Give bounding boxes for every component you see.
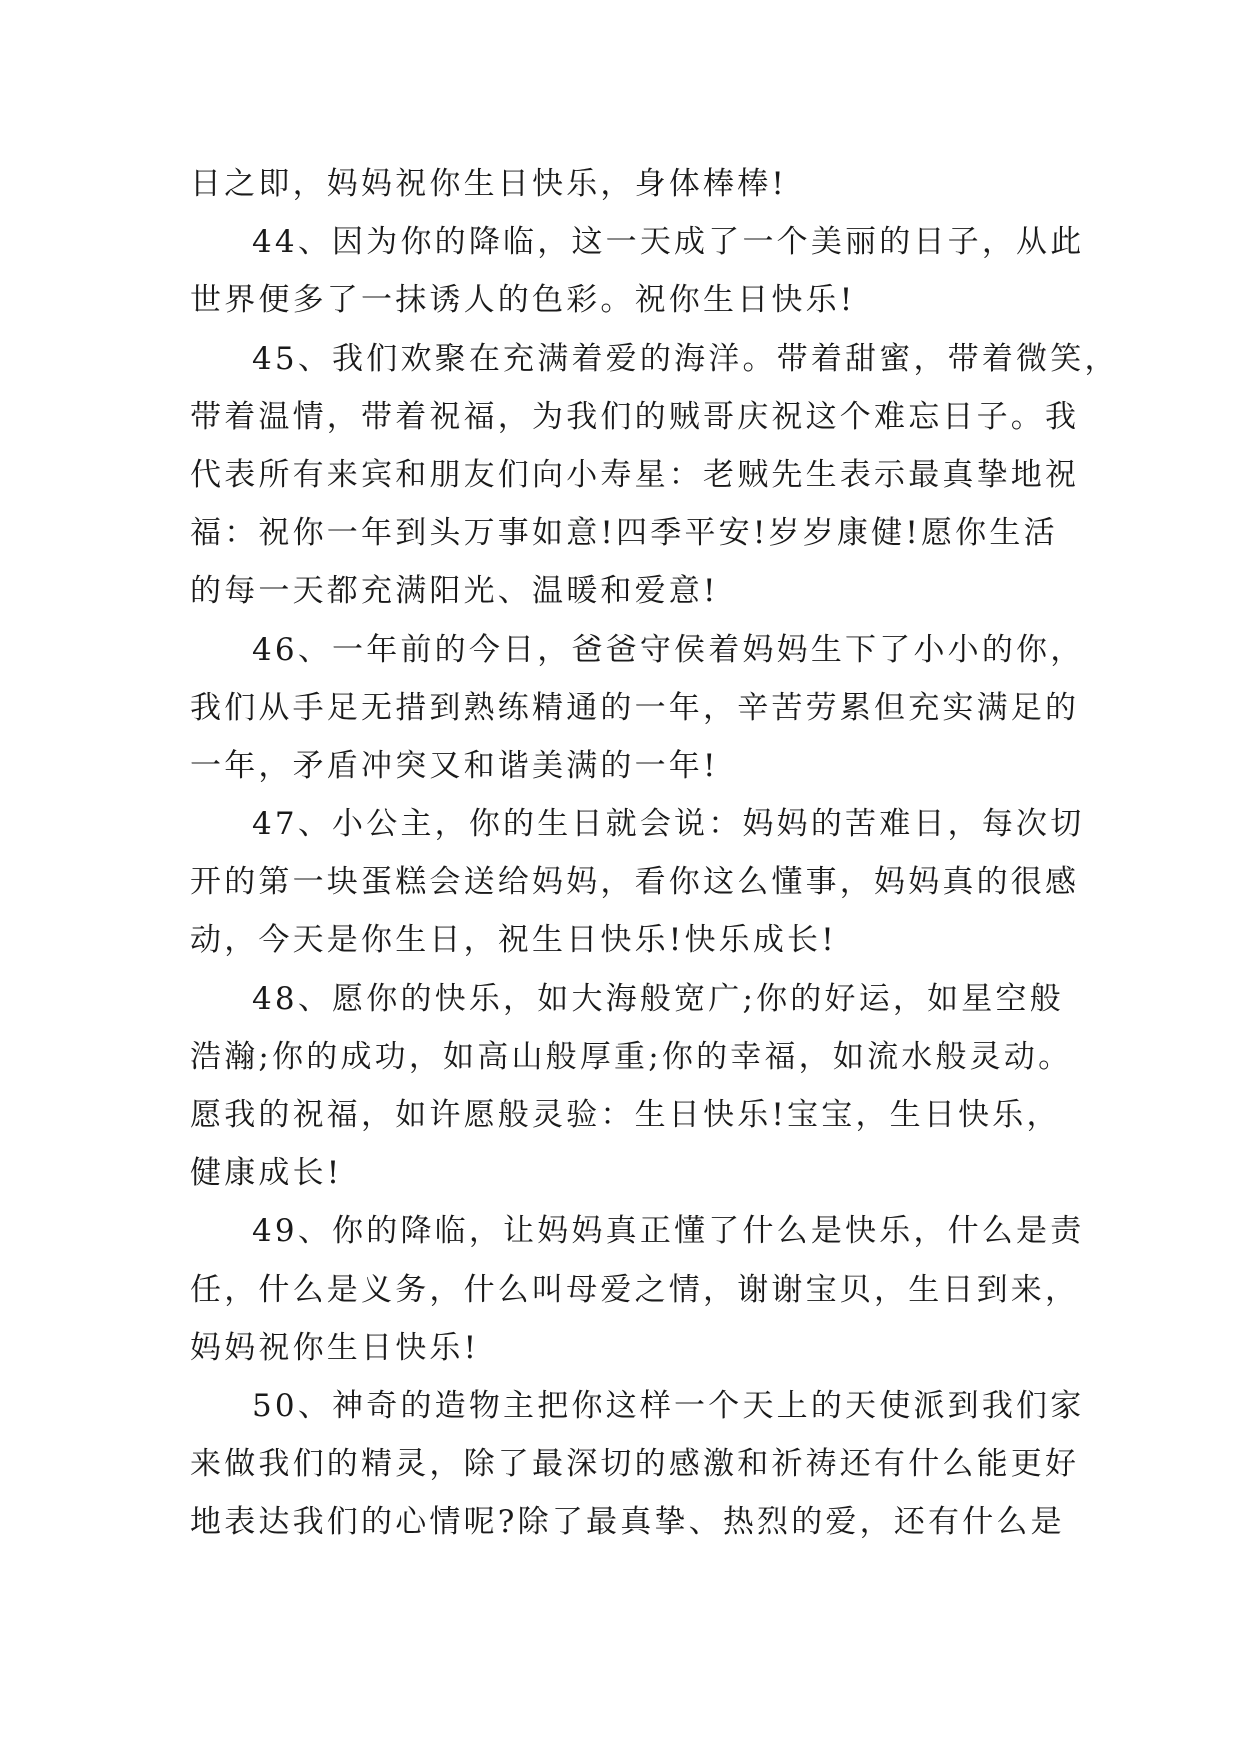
text-line: 世界便多了一抹诱人的色彩。祝你生日快乐! bbox=[190, 282, 856, 319]
text-line: 妈妈祝你生日快乐! bbox=[190, 1329, 480, 1366]
text-line: 的每一天都充满阳光、温暖和爱意! bbox=[190, 573, 719, 610]
text-line: 一年，矛盾冲突又和谐美满的一年! bbox=[190, 747, 719, 784]
text-line: 我们从手足无措到熟练精通的一年，辛苦劳累但充实满足的 bbox=[190, 689, 1080, 726]
document-body bbox=[190, 155, 1119, 1552]
text-line: 动，今天是你生日，祝生日快乐!快乐成长! bbox=[190, 922, 837, 959]
text-line: 带着温情，带着祝福，为我们的贼哥庆祝这个难忘日子。我 bbox=[190, 398, 1080, 435]
paragraph-45-start: 45、我们欢聚在充满着爱的海洋。带着甜蜜，带着微笑， bbox=[252, 340, 1119, 377]
text-line: 福：祝你一年到头万事如意!四季平安!岁岁康健!愿你生活 bbox=[190, 515, 1058, 552]
paragraph-47-start: 47、小公主，你的生日就会说：妈妈的苦难日，每次切 bbox=[252, 806, 1085, 843]
paragraph-49-start: 49、你的降临，让妈妈真正懂了什么是快乐，什么是责 bbox=[252, 1213, 1085, 1250]
paragraph-46-start: 46、一年前的今日，爸爸守侯着妈妈生下了小小的你， bbox=[252, 631, 1085, 668]
text-line: 来做我们的精灵，除了最深切的感激和祈祷还有什么能更好 bbox=[190, 1446, 1080, 1483]
text-line: 地表达我们的心情呢?除了最真挚、热烈的爱，还有什么是 bbox=[190, 1504, 1065, 1541]
text-line: 日之即，妈妈祝你生日快乐，身体棒棒! bbox=[190, 166, 788, 202]
paragraph-48-start: 48、愿你的快乐，如大海般宽广;你的好运，如星空般 bbox=[252, 980, 1064, 1017]
text-line: 愿我的祝福，如许愿般灵验：生日快乐!宝宝，生日快乐， bbox=[190, 1097, 1061, 1133]
text-line: 代表所有来宾和朋友们向小寿星：老贼先生表示最真挚地祝 bbox=[190, 456, 1080, 493]
paragraph-44-start: 44、因为你的降临，这一天成了一个美丽的日子，从此 bbox=[252, 224, 1085, 261]
paragraph-50-start: 50、神奇的造物主把你这样一个天上的天使派到我们家 bbox=[252, 1387, 1085, 1424]
text-line: 健康成长! bbox=[190, 1155, 343, 1192]
text-line: 浩瀚;你的成功，如高山般厚重;你的幸福，如流水般灵动。 bbox=[190, 1038, 1073, 1075]
text-line: 开的第一块蛋糕会送给妈妈，看你这么懂事，妈妈真的很感 bbox=[190, 864, 1080, 901]
text-line: 任，什么是义务，什么叫母爱之情，谢谢宝贝，生日到来， bbox=[190, 1271, 1080, 1308]
